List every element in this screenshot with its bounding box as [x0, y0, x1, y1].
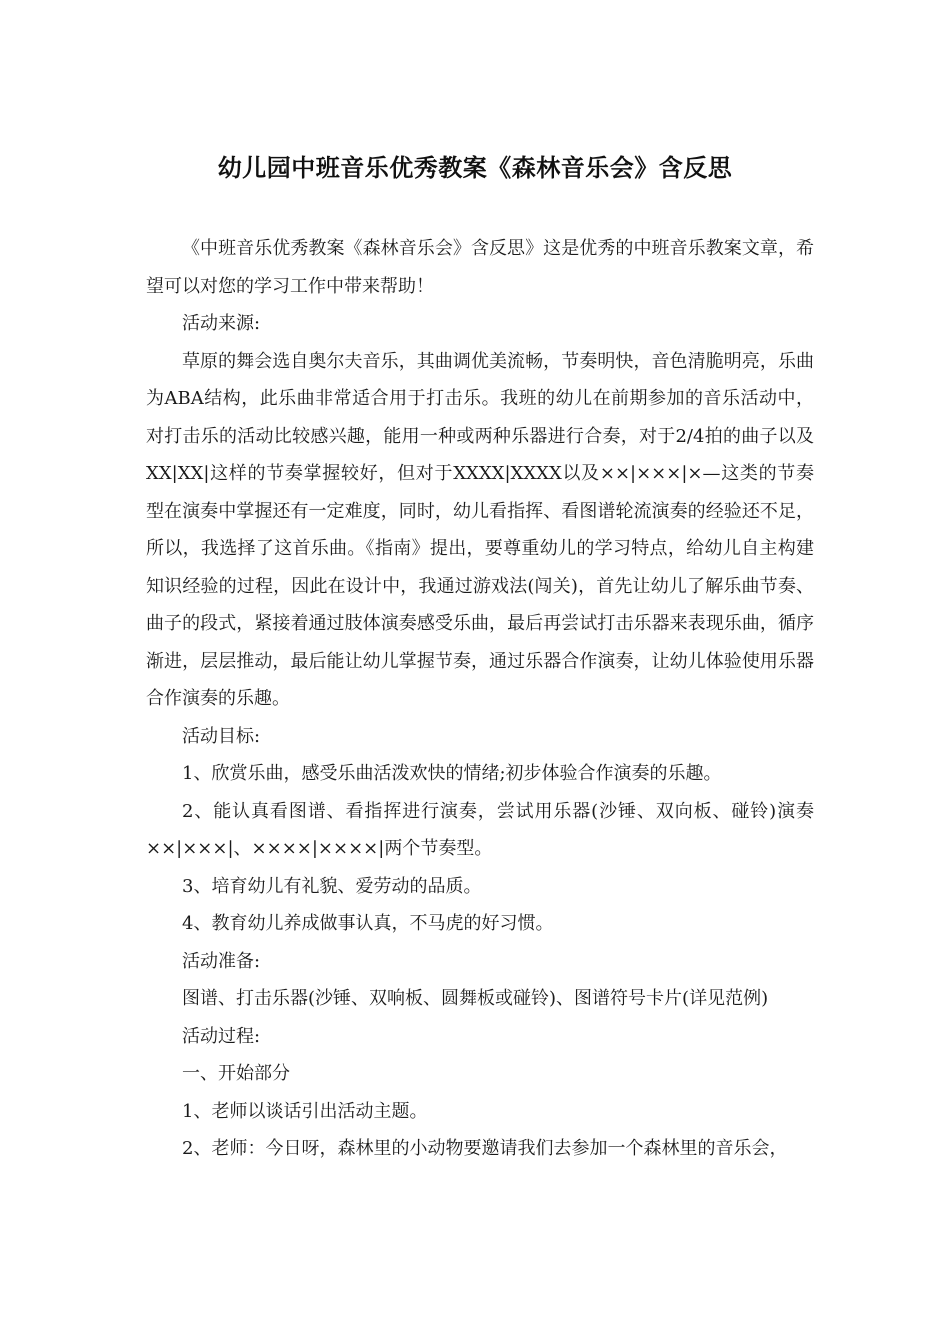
section-heading-goals: 活动目标: [182, 725, 261, 747]
source-paragraph: 草原的舞会选自奥尔夫音乐，其曲调优美流畅，节奏明快，音色清脆明亮，乐曲为ABA结构，此乐曲非常适合用于打击乐。我班的幼儿在前期参加的音乐活动中，对打击乐的活动比较感兴趣，能用一种或两种乐器进行合奏，对于2/4拍的曲子以及XX|XX|这样的节奏掌握较好，但对于XXXX|XXXX以及××|×××|×—这类的节奏型在演奏中掌握还有一定难度，同时，幼儿看指挥、看图谱轮流演奏的经验还不足，所以，我选择了这首乐曲。《指南》提出，要尊重幼儿的学习特点，给幼儿自主构建知识经验的过程，因此在设计中，我通过游戏法(闯关)，首先让幼儿了解乐曲节奏、曲子的段式，紧接着通过肢体演奏感受乐曲，最后再尝试打击乐器来表现乐曲，循序渐进，层层推动，最后能让幼儿掌握节奏，通过乐器合作演奏，让幼儿体验使用乐器合作演奏的乐趣。 [146, 350, 814, 709]
document-title: 幼儿园中班音乐优秀教案《森林音乐会》含反思 [217, 154, 733, 182]
goal-item-3: 3、培育幼儿有礼貌、爱劳动的品质。 [182, 875, 482, 897]
goal-item-2: 2、能认真看图谱、看指挥进行演奏，尝试用乐器(沙锤、双向板、碰铃)演奏××|×××|、××××|××××|两个节奏型。 [146, 800, 814, 859]
document-body [146, 230, 814, 1168]
section-heading-process: 活动过程: [182, 1025, 261, 1047]
section-heading-preparation: 活动准备: [182, 950, 261, 972]
process-step-1: 1、老师以谈话引出活动主题。 [182, 1100, 428, 1122]
goal-item-1: 1、欣赏乐曲，感受乐曲活泼欢快的情绪;初步体验合作演奏的乐趣。 [182, 763, 722, 784]
intro-paragraph: 《中班音乐优秀教案《森林音乐会》含反思》这是优秀的中班音乐教案文章，希望可以对您的学习工作中带来帮助！ [146, 238, 814, 297]
goal-item-4: 4、教育幼儿养成做事认真，不马虎的好习惯。 [182, 913, 554, 934]
preparation-paragraph: 图谱、打击乐器(沙锤、双响板、圆舞板或碰铃)、图谱符号卡片(详见范例) [182, 988, 769, 1009]
process-part-heading: 一、开始部分 [182, 1063, 290, 1084]
process-step-2: 2、老师：今日呀，森林里的小动物要邀请我们去参加一个森林里的音乐会， [182, 1138, 788, 1159]
section-heading-source: 活动来源: [182, 313, 261, 334]
